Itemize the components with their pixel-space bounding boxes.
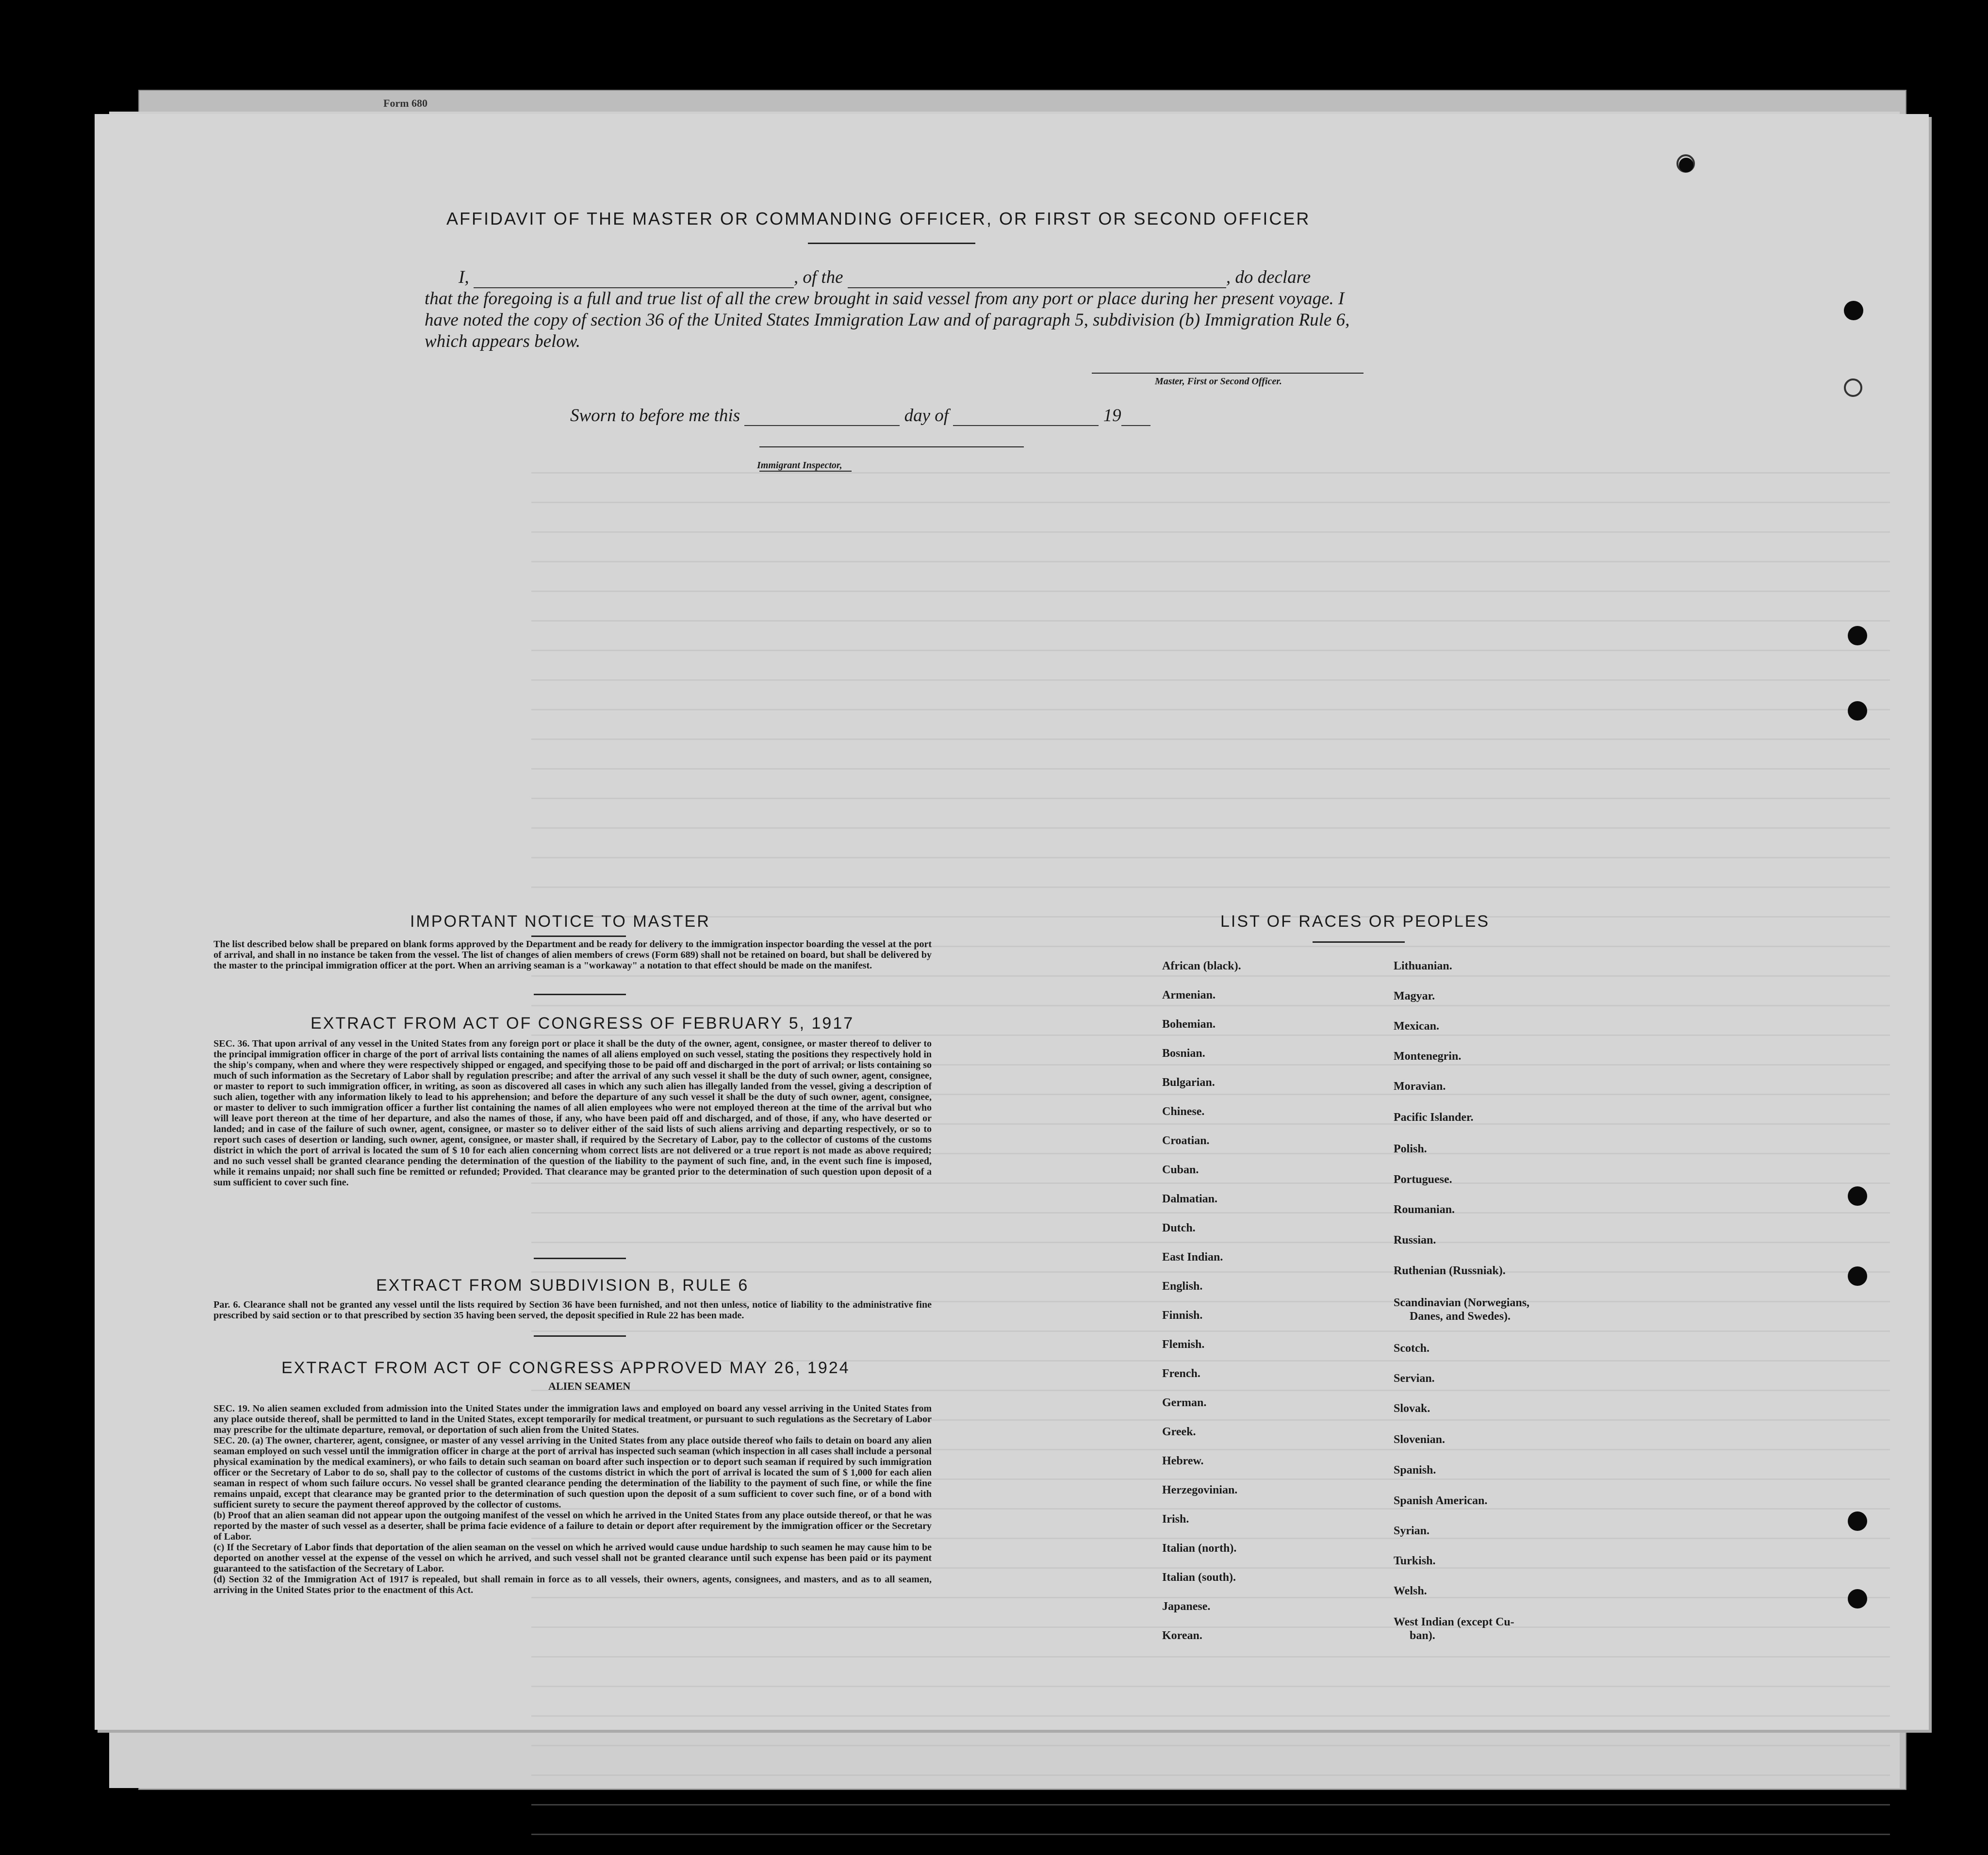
binder-hole-icon [1848,626,1867,645]
binder-hole-icon [1848,1266,1867,1286]
race-item: Dutch. [1162,1222,1196,1234]
race-item: Greek. [1162,1426,1196,1438]
race-item: Slovenian. [1394,1433,1446,1446]
race-item: Chinese. [1162,1105,1205,1118]
form-number: Form 680 [383,97,428,109]
sworn-day-blank[interactable] [744,425,900,426]
do-declare-label: , do declare [1226,267,1311,287]
day-of-label: day of [904,406,949,426]
sec-20b-paragraph: (b) Proof that an alien seaman did not appear upon the outgoing manifest of the vessel on which he arrived in the United States from any place outside thereof, or that he was reported by the master of such vessel as a deserter, shall be prima facie evidence of a failure to detain or deport after requirement by the immigration officer or the Secretary of Labor. [214,1510,932,1542]
race-item: Pacific Islander. [1394,1111,1474,1124]
extract-1917-divider [534,1258,626,1259]
race-item: Turkish. [1394,1555,1436,1567]
extract-rule6-text: Par. 6. Clearance shall not be granted any vessel until the lists required by Section 36 have been furnished, and not then unless, notice of liability to the administrative fine prescribed by said section or to that prescribed by section 35 having been served, the deposit specified in Rule 22 has been made. [214,1299,932,1321]
sworn-prefix: Sworn to before me this [570,406,740,426]
notice-title: IMPORTANT NOTICE TO MASTER [410,912,710,931]
race-item: Flemish. [1162,1338,1205,1351]
extract-1917-text: SEC. 36. That upon arrival of any vessel in the United States from any foreign port or place it shall be the duty of the owner, agent, consignee, or master thereof to deliver to the principal immigration officer in charge of the port of arrival lists containing the names of all aliens employed on such vessel, stating the positions they respectively hold in the ship's company, when and where they were respectively shipped or engaged, and specifying those to be paid off and discharged in the port of arrival; or lists containing so much of such information as the Secretary of Labor shall by regulation prescribe; and after the arrival of any such vessel it shall be the duty of such owner, agent, consignee, or master to report to such immigration officer, in writing, as soon as discovered all cases in which any such alien has illegally landed from the vessel, giving a description of such alien, together with any information likely to lead to his apprehension; and before the departure of any such vessel it shall be the duty of such owner, agent, consignee, or master to deliver to such immigration officer a further list containing the names of all alien employees who were not employed thereon at the time of the arrival but who will leave port thereon at the time of her departure, and also the names of those, if any, who have been paid off and discharged, and of those, if any, who have deserted or landed; and in case of the failure of such owner, agent, consignee, or master so to deliver either of the said lists of such aliens arriving and departing respectively, or so to report such cases of desertion or landing, such owner, agent, consignee, or master shall, if required by the Secretary of Labor, pay to the collector of customs of the customs district in which the port of arrival is located the sum of $ 10 for each alien concerning whom correct lists are not delivered or a true report is not made as above required; and no such vessel shall be granted clearance pending the determination of the question of the liability to the payment of such fine, and, in the event such fine is imposed, while it remains unpaid; nor shall such fine be remitted or refunded; Provided. That clearance may be granted prior to the determination of such question upon deposit of a sum sufficient to cover such fine. [214,1038,932,1188]
race-item: Portuguese. [1394,1173,1452,1186]
race-item: Spanish. [1394,1464,1436,1477]
race-item: Montenegrin. [1394,1050,1462,1063]
race-item: Ruthenian (Russniak). [1394,1264,1506,1277]
binder-hole-icon [1844,301,1863,320]
races-underline [1313,941,1405,943]
race-item: Welsh. [1394,1585,1427,1597]
race-item: Italian (south). [1162,1571,1236,1584]
extract-1924-subtitle: ALIEN SEAMEN [548,1380,631,1392]
signature-line[interactable] [1092,373,1364,374]
race-item: Mexican. [1394,1020,1439,1033]
race-item: Roumanian. [1394,1203,1455,1216]
binder-hole-icon [1848,1186,1867,1206]
i-label: I, [459,267,469,287]
sec-20a-paragraph: SEC. 20. (a) The owner, charterer, agent, consignee, or master of any vessel arriving in the United States from any place outside thereof who fails to detain on board any alien seaman employed on such vessel until the immigration officer in charge at the port of arrival has inspected such seaman (which inspection in all cases shall include a personal physical examination by the medical examiners), or who fails to detain such seaman on board after such inspection or to deport such seaman if required by such immigration officer or the Secretary of Labor to do so, shall pay to the collector of customs of the customs district in which the port of arrival is located the sum of $ 1,000 for each alien seaman in respect of whom such failure occurs. No vessel shall be granted clearance pending the determination of the liability to the payment of such fine, or while the fine remains unpaid, except that clearance may be granted prior to the determination of such question upon the deposit of a sum sufficient to cover such fine, or of a bond with sufficient surety to secure the payment thereof approved by the collector of customs. [214,1435,932,1510]
title-underline [808,243,975,244]
declaration-line [459,267,1361,288]
sec-20c-paragraph: (c) If the Secretary of Labor finds that deportation of the alien seaman on the vessel on which he arrived would cause undue hardship to such seamen he may cause him to be deported on another vessel at the expense of the vessel on which he arrived, and such vessel shall not be granted clearance until such expense has been paid or its payment guaranteed to the satisfaction of the Secretary of Labor. [214,1542,932,1574]
extract-rule6-title: EXTRACT FROM SUBDIVISION B, RULE 6 [376,1276,749,1295]
affidavit-statement [425,267,1361,352]
race-item: Scotch. [1394,1342,1429,1355]
year-prefix: 19 [1103,406,1121,426]
races-title: LIST OF RACES OR PEOPLES [1220,912,1490,931]
notice-text: The list described below shall be prepared on blank forms approved by the Department and be ready for delivery to the immigration inspector boarding the vessel at the port of arrival, and shall in no instance be taken from the vessel. The list of changes of alien members of crews (Form 689) shall not be retained on board, but shall be delivered by the master to the principal immigration officer at the port. When an arriving seaman is a "workaway" a notation to that effect should be made on the manifest. [214,939,932,971]
signature-label: Master, First or Second Officer. [1155,376,1282,387]
sec-20d-paragraph: (d) Section 32 of the Immigration Act of 1917 is repealed, but shall remain in force as to all vessels, their owners, agents, consignees, and masters, and as to all seamen, arriving in the United States prior to the enactment of this Act. [214,1574,932,1595]
race-item: Dalmatian. [1162,1193,1217,1205]
race-item: Bosnian. [1162,1047,1205,1060]
inspector-label: Immigrant Inspector, [757,460,842,471]
race-item: Croatian. [1162,1134,1210,1147]
extract-rule6-divider [534,1335,626,1337]
race-item: Magyar. [1394,990,1435,1002]
race-item: Scandinavian (Norwegians, [1394,1297,1530,1309]
binder-hole-icon [1844,378,1862,397]
race-item: African (black). [1162,960,1241,972]
race-item: French. [1162,1367,1200,1380]
affidavit-title: AFFIDAVIT OF THE MASTER OR COMMANDING OFFICER, OR FIRST OR SECOND OFFICER [446,209,1311,229]
race-item: Cuban. [1162,1164,1199,1176]
sworn-line [570,405,1150,426]
race-item: ban). [1410,1629,1435,1642]
race-item: Italian (north). [1162,1542,1237,1555]
of-the-label: , of the [793,267,843,287]
inspector-signature-line[interactable] [759,446,1024,447]
race-item: Lithuanian. [1394,960,1452,972]
race-item: Servian. [1394,1372,1435,1385]
extract-1924-body [214,1403,932,1595]
binder-hole-icon [1848,1511,1867,1531]
race-item: West Indian (except Cu- [1394,1616,1514,1628]
binder-hole-icon [1679,158,1693,172]
race-item: Russian. [1394,1234,1436,1247]
race-item: Moravian. [1394,1080,1446,1093]
race-item: Spanish American. [1394,1494,1488,1507]
affidavit-body: that the foregoing is a full and true list of all the crew brought in said vessel from any port or place during her present voyage. I have noted the copy of section 36 of the United States Immigration Law and of paragraph 5, subdivision (b) Immigration Rule 6, which appears below. [425,289,1350,351]
race-item: Bohemian. [1162,1018,1216,1031]
binder-hole-icon [1848,1589,1867,1609]
race-item: Syrian. [1394,1525,1430,1537]
sec-19-paragraph: SEC. 19. No alien seamen excluded from admission into the United States under the immigration laws and employed on board any vessel arriving in the United States from any place outside thereof, shall be permitted to land in the United States, except temporarily for medical treatment, or pursuant to such regulations as the Secretary of Labor may prescribe for the ultimate departure, removal, or deportation of such alien from the United States. [214,1403,932,1435]
race-item: Korean. [1162,1629,1202,1642]
race-item: Slovak. [1394,1402,1430,1415]
notice-divider [534,994,626,995]
race-item: Herzegovinian. [1162,1484,1238,1496]
race-item: German. [1162,1396,1207,1409]
race-item: Polish. [1394,1143,1427,1155]
race-item: Finnish. [1162,1309,1203,1322]
race-item: Danes, and Swedes). [1410,1310,1511,1323]
race-item: Bulgarian. [1162,1076,1215,1089]
binder-hole-icon [1848,701,1867,721]
race-item: Irish. [1162,1513,1189,1526]
extract-1924-title: EXTRACT FROM ACT OF CONGRESS APPROVED MAY 26, 1924 [281,1359,850,1377]
race-item: Armenian. [1162,989,1216,1001]
sworn-year-blank[interactable] [1121,425,1150,426]
race-item: East Indian. [1162,1251,1223,1264]
race-item: English. [1162,1280,1203,1293]
race-item: Japanese. [1162,1600,1211,1613]
sworn-month-blank[interactable] [953,425,1099,426]
extract-1917-title: EXTRACT FROM ACT OF CONGRESS OF FEBRUARY 5, 1917 [311,1014,854,1033]
notice-underline [531,936,626,937]
race-item: Hebrew. [1162,1455,1204,1467]
